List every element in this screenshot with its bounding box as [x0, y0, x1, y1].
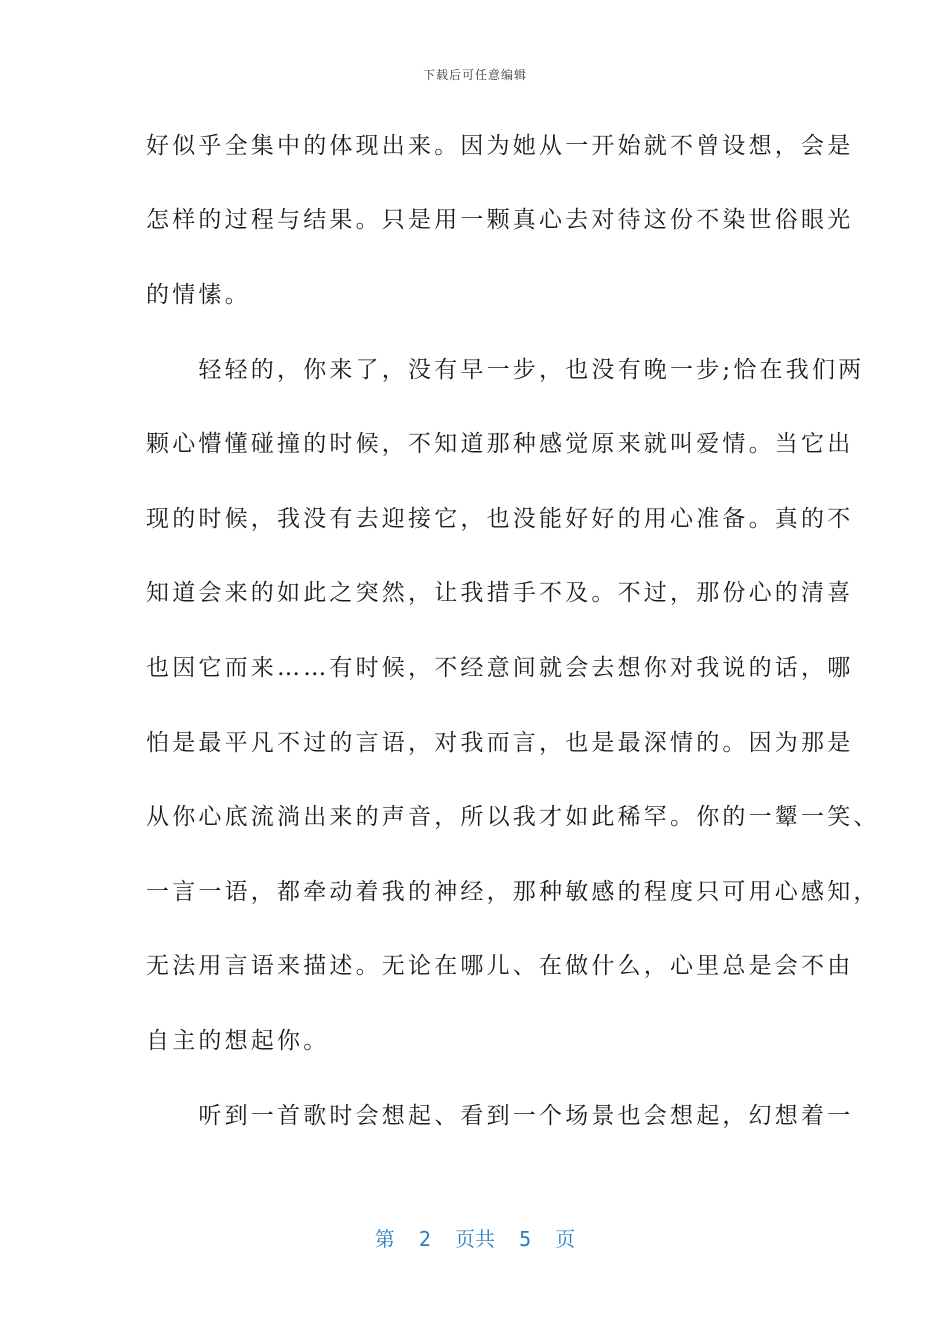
body-line-2: 怎样的过程与结果。只是用一颗真心去对待这份不染世俗眼光 — [146, 207, 854, 233]
body-line-13: 自主的想起你。 — [146, 1028, 330, 1054]
body-line-12: 无法用言语来描述。无论在哪儿、在做什么，心里总是会不由 — [146, 953, 854, 979]
body-line-10: 从你心底流淌出来的声音，所以我才如此稀罕。你的一颦一笑、 — [146, 804, 880, 830]
body-line-5: 颗心懵懂碰撞的时候，不知道那种感觉原来就叫爱情。当它出 — [146, 431, 854, 457]
page-header: 下载后可任意编辑 — [422, 68, 527, 82]
body-line-4: 轻轻的，你来了，没有早一步，也没有晚一步;恰在我们两 — [146, 357, 865, 383]
body-line-8: 也因它而来……有时候，不经意间就会去想你对我说的话，哪 — [146, 655, 854, 681]
body-line-14: 听到一首歌时会想起、看到一个场景也会想起，幻想着一 — [146, 1103, 854, 1129]
body-line-9: 怕是最平凡不过的言语，对我而言，也是最深情的。因为那是 — [146, 730, 854, 756]
body-line-7: 知道会来的如此之突然，让我措手不及。不过，那份心的清喜 — [146, 580, 854, 606]
body-line-6: 现的时候，我没有去迎接它，也没能好好的用心准备。真的不 — [146, 506, 854, 532]
body-line-11: 一言一语，都牵动着我的神经，那种敏感的程度只可用心感知， — [146, 879, 880, 905]
body-line-3: 的情愫。 — [146, 282, 251, 308]
body-line-1: 好似乎全集中的体现出来。因为她从一开始就不曾设想，会是 — [146, 133, 854, 159]
page-number-footer: 第 2 页共 5 页 — [374, 1227, 576, 1251]
